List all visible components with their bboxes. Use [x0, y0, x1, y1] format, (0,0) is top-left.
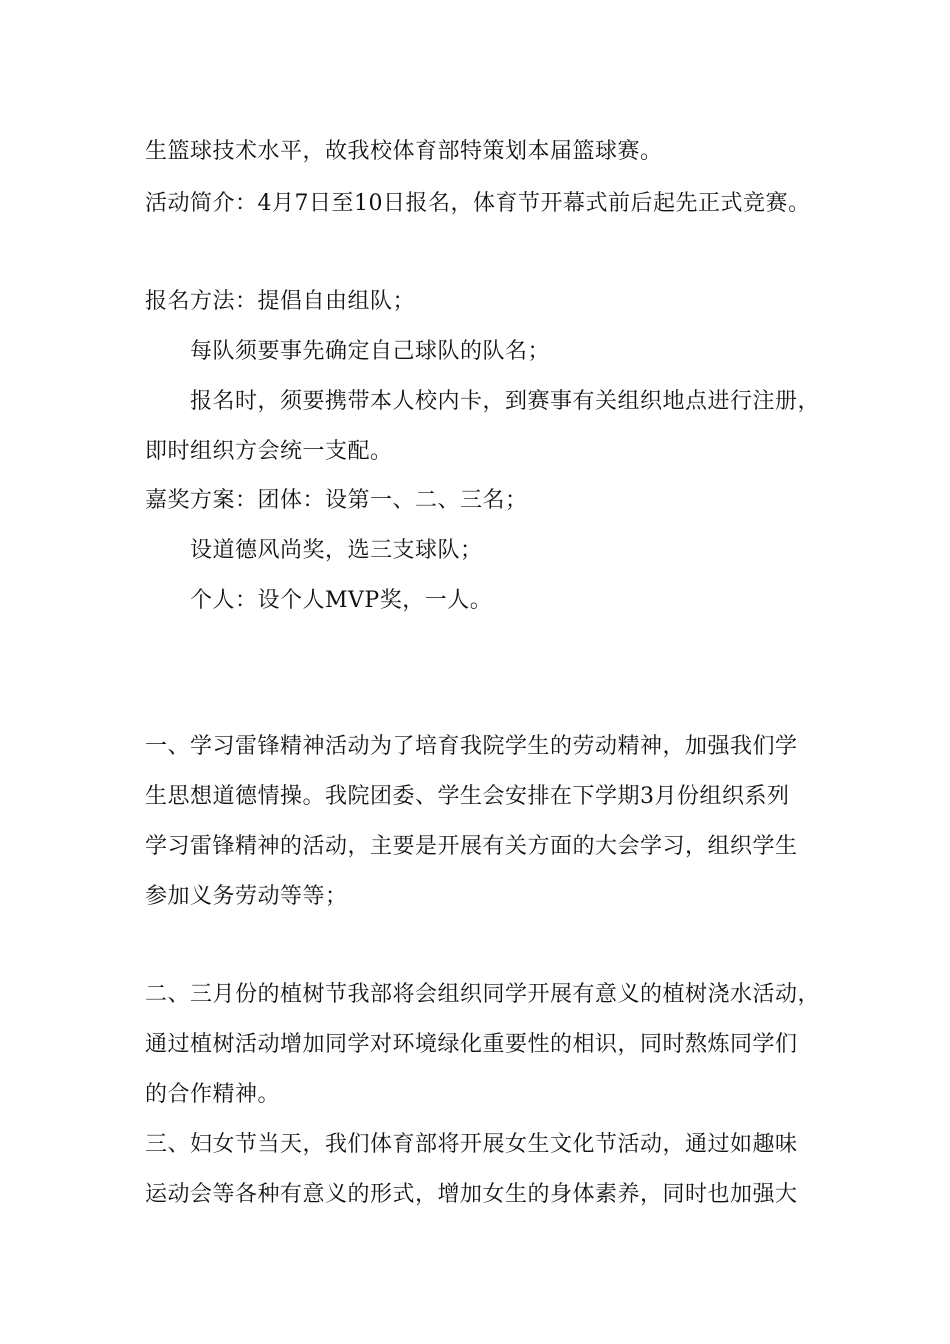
text-line: 通过植树活动增加同学对环境绿化重要性的相识，同时熬炼同学们: [145, 1032, 798, 1057]
text-line: 报名方法：提倡自由组队；: [145, 289, 416, 314]
text-line: 嘉奖方案：团体：设第一、二、三名；: [145, 488, 528, 513]
text-line: 报名时，须要携带本人校内卡，到赛事有关组织地点进行注册，: [190, 389, 821, 414]
text-line: 三、妇女节当天，我们体育部将开展女生文化节活动，通过如趣味: [145, 1132, 798, 1157]
text-line: 生思想道德情操。我院团委、学生会安排在下学期3月份组织系列: [145, 784, 790, 809]
text-line: 一、学习雷锋精神活动为了培育我院学生的劳动精神，加强我们学: [145, 734, 798, 759]
text-line: 即时组织方会统一支配。: [145, 439, 393, 464]
text-line: 生篮球技术水平，故我校体育部特策划本届篮球赛。: [145, 139, 663, 164]
text-line: 学习雷锋精神的活动，主要是开展有关方面的大会学习，组织学生: [145, 834, 798, 859]
text-line: 每队须要事先确定自己球队的队名；: [190, 339, 551, 364]
text-line: 活动简介：4月7日至10日报名，体育节开幕式前后起先正式竞赛。: [145, 191, 811, 216]
text-line: 设道德风尚奖，选三支球队；: [190, 538, 483, 563]
text-line: 运动会等各种有意义的形式，增加女生的身体素养，同时也加强大: [145, 1182, 798, 1207]
text-line: 二、三月份的植树节我部将会组织同学开展有意义的植树浇水活动，: [145, 982, 821, 1007]
text-line: 参加义务劳动等等；: [145, 884, 348, 909]
text-line: 的合作精神。: [145, 1082, 281, 1107]
text-line: 个人：设个人MVP奖，一人。: [190, 588, 493, 613]
